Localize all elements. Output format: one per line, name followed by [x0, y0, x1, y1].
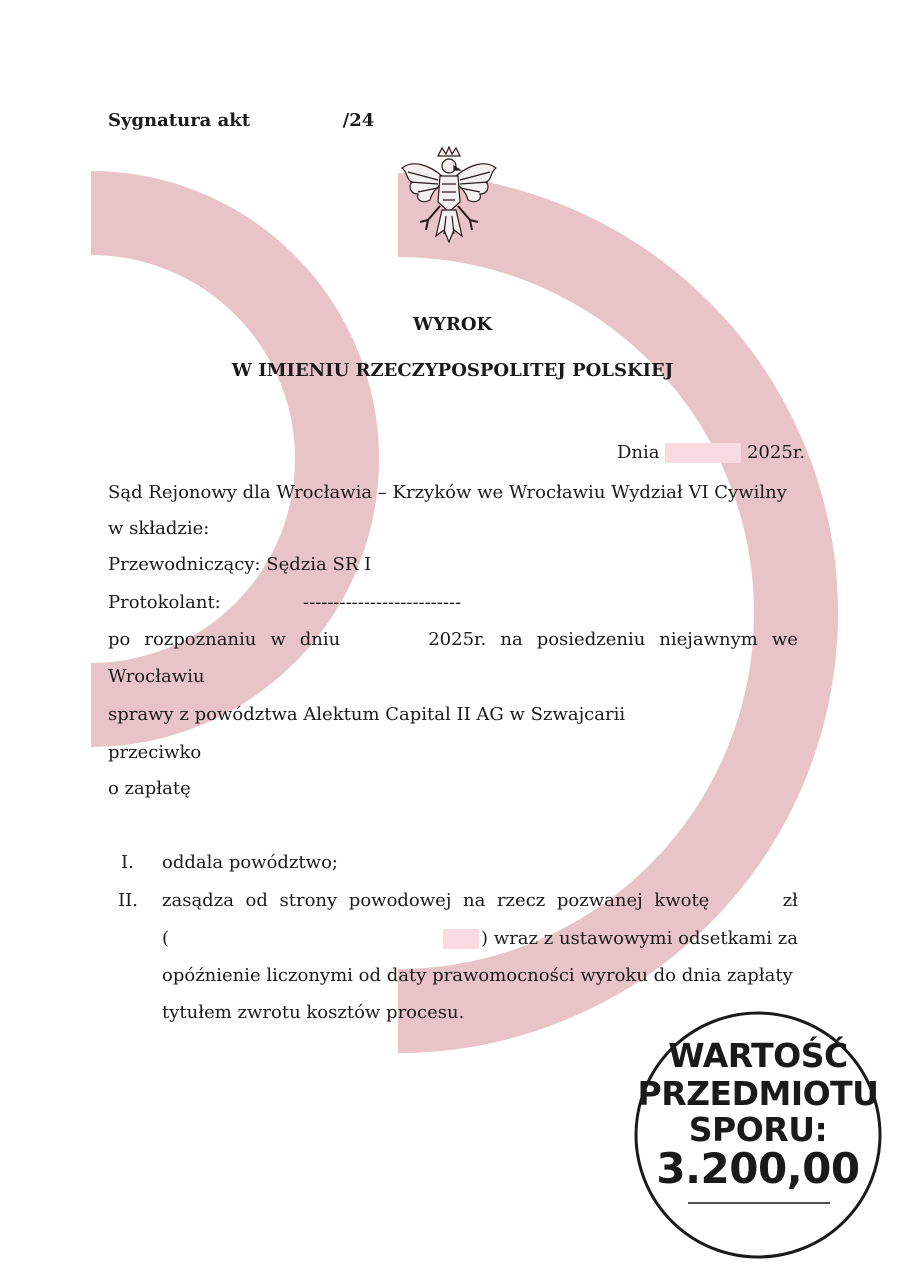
stamp-line: SPORU:	[688, 1110, 828, 1149]
case-defendant: przeciwko	[108, 742, 202, 763]
hearing-line-cont: Wrocławiu	[108, 666, 205, 687]
ruling-word: kwotę	[654, 890, 710, 911]
case-signature	[108, 110, 374, 132]
date-line	[617, 442, 805, 464]
ruling-word: strony	[279, 890, 338, 911]
hearing-word: niejawnym	[659, 629, 758, 650]
chair-line: Przewodniczący: Sędzia SR I	[108, 554, 372, 575]
hearing-line	[108, 629, 798, 651]
hearing-word: na	[500, 629, 523, 650]
ruling-line: ( ) wraz z ustawowymi odsetkami za	[162, 928, 798, 949]
ruling-text: tytułem zwrotu kosztów procesu.	[162, 1002, 465, 1023]
date-label: Dnia	[617, 442, 660, 463]
stamp-line: WARTOŚĆ	[668, 1036, 848, 1075]
page-subtitle: W IMIENIU RZECZYPOSPOLITEJ POLSKIEJ	[231, 360, 674, 381]
ruling-word: powodowej	[348, 890, 452, 911]
ruling-word: od	[245, 890, 268, 911]
page-title: WYROK	[412, 314, 493, 335]
ruling-word: zł	[782, 890, 798, 911]
hearing-word: po	[108, 629, 131, 650]
clerk-label: Protokolant:	[108, 592, 221, 613]
case-plaintiff: sprawy z powództwa Alektum Capital II AG w Szwajcarii	[108, 704, 626, 725]
ruling-text: opóźnienie liczonymi od daty prawomocności wyroku do dnia zapłaty	[162, 965, 793, 986]
hearing-word: dniu	[299, 629, 341, 650]
date-redaction	[665, 443, 741, 463]
amount-redaction	[443, 929, 479, 949]
signature-label: Sygnatura akt	[108, 110, 251, 131]
signature-suffix: /24	[342, 110, 375, 131]
ruling-text: ) wraz z ustawowymi odsetkami za	[481, 928, 798, 949]
hearing-word: we	[771, 629, 798, 650]
hearing-word: 2025r.	[428, 629, 487, 650]
hearing-word: w	[270, 629, 286, 650]
polish-eagle-emblem-icon	[398, 146, 500, 250]
ruling-line	[162, 890, 798, 912]
ruling-word: na	[463, 890, 486, 911]
ruling-number: II.	[118, 890, 138, 911]
ruling-text: oddala powództwo;	[162, 852, 338, 873]
ruling-word: rzecz	[496, 890, 546, 911]
composition-label: w składzie:	[108, 518, 210, 539]
hearing-word: rozpoznaniu	[144, 629, 257, 650]
date-year: 2025r.	[746, 442, 806, 463]
ruling-word: zasądza	[162, 890, 234, 911]
stamp-amount: 3.200,00	[656, 1144, 860, 1193]
case-subject: o zapłatę	[108, 778, 191, 799]
hearing-word: posiedzeniu	[536, 629, 646, 650]
ruling-number: I.	[121, 852, 134, 873]
ruling-word: pozwanej	[556, 890, 643, 911]
clerk-value: --------------------------	[303, 592, 462, 613]
court-name: Sąd Rejonowy dla Wrocławia – Krzyków we Wrocławiu Wydział VI Cywilny	[108, 482, 787, 503]
stamp-line: PRZEDMIOTU	[637, 1074, 879, 1113]
